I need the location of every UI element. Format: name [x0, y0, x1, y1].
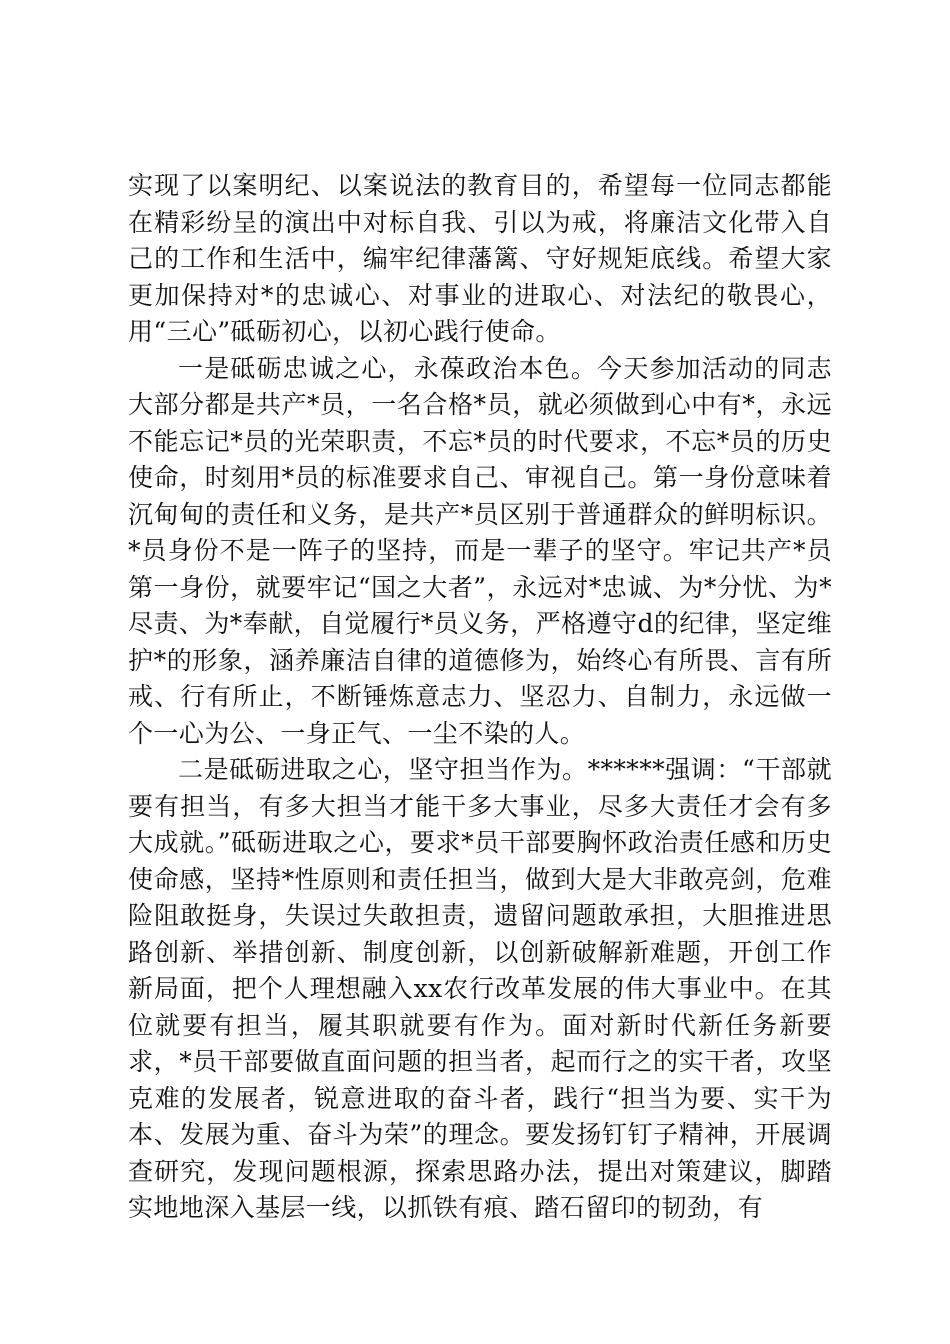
document-body — [128, 168, 832, 1227]
paragraph-1: 实现了以案明纪、以案说法的教育目的，希望每一位同志都能在精彩纷呈的演出中对标自我、引以为戒，将廉洁文化带入自己的工作和生活中，编牢纪律藩篱、守好规矩底线。希望大家更加保持对*的忠诚心、对事业的进取心、对法纪的敬畏心，用“三心”砥砺初心，以初心践行使命。 — [128, 171, 832, 346]
paragraph-2: 一是砥砺忠诚之心，永葆政治本色。今天参加活动的同志大部分都是共产*员，一名合格*员，就必须做到心中有*，永远不能忘记*员的光荣职责，不忘*员的时代要求，不忘*员的历史使命，时刻用*员的标准要求自己、审视自己。第一身份意味着沉甸甸的责任和义务，是共产*员区别于普通群众的鲜明标识。*员身份不是一阵子的坚持，而是一辈子的坚守。牢记共产*员第一身份，就要牢记“国之大者”，永远对*忠诚、为*分忧、为*尽责、为*奉献，自觉履行*员义务，严格遵守d的纪律，坚定维护*的形象，涵养廉洁自律的道德修为，始终心有所畏、言有所戒、行有所止，不断锤炼意志力、坚忍力、自制力，永远做一个一心为公、一身正气、一尘不染的人。 — [128, 353, 832, 748]
paragraph-3: 二是砥砺进取之心，坚守担当作为。******强调：“干部就要有担当，有多大担当才能干多大事业，尽多大责任才会有多大成就。”砥砺进取之心，要求*员干部要胸怀政治责任感和历史使命感，坚持*性原则和责任担当，做到大是大非敢亮剑，危难险阻敢挺身，失误过失敢担责，遗留问题敢承担，大胆推进思路创新、举措创新、制度创新，以创新破解新难题，开创工作新局面，把个人理想融入xx农行改革发展的伟大事业中。在其位就要有担当，履其职就要有作为。面对新时代新任务新要求，*员干部要做直面问题的担当者，起而行之的实干者，攻坚克难的发展者，锐意进取的奋斗者，践行“担当为要、实干为本、发展为重、奋斗为荣”的理念。要发扬钉钉子精神，开展调查研究，发现问题根源，探索思路办法，提出对策建议，脚踏实地地深入基层一线，以抓铁有痕、踏石留印的韧劲，有 — [128, 755, 832, 1222]
